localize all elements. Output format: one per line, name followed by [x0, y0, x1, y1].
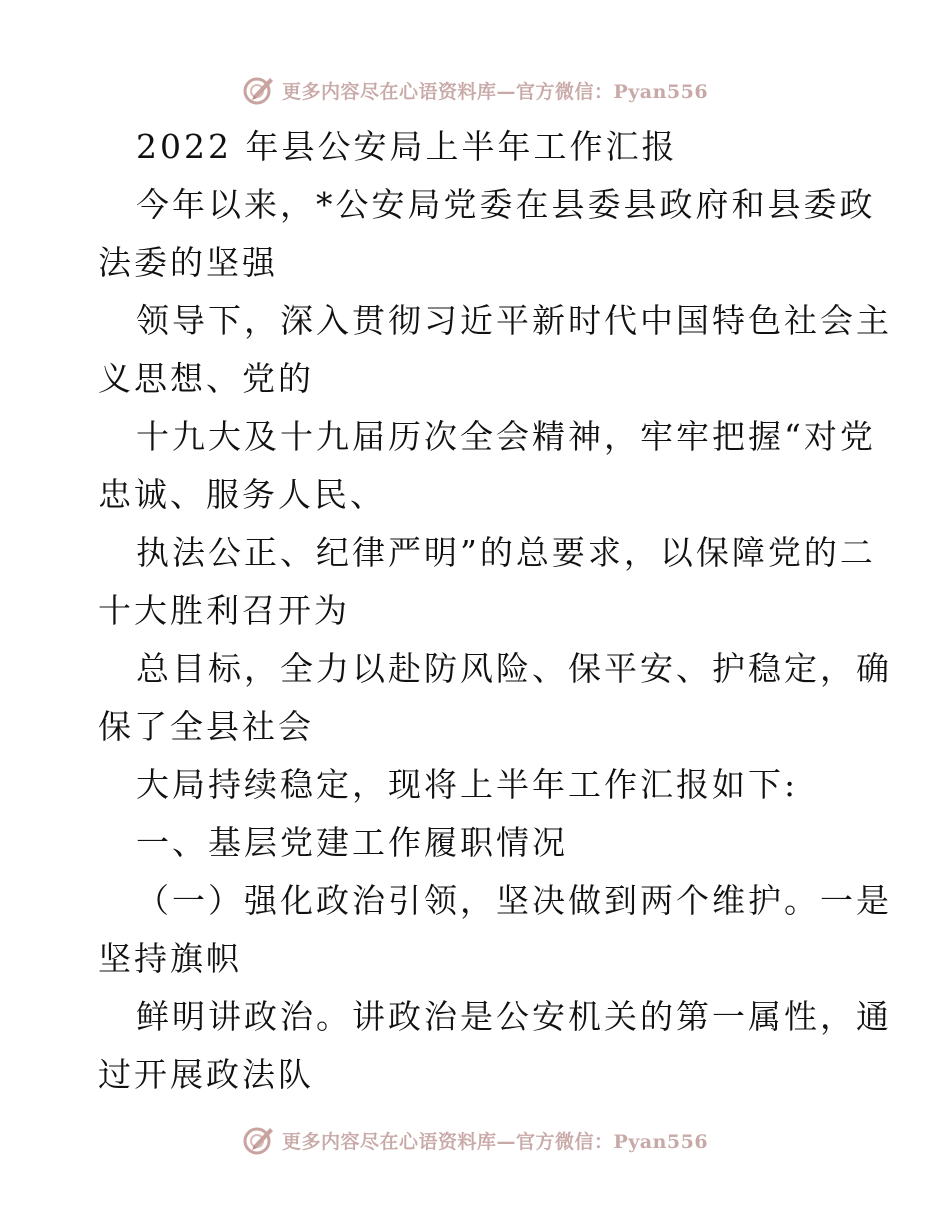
pen-logo-icon — [242, 73, 276, 107]
text-line: （一）强化政治引领，坚决做到两个维护。一是 — [136, 881, 892, 920]
text-line: 大局持续稳定，现将上半年工作汇报如下: — [136, 765, 799, 804]
pen-logo-icon — [242, 1123, 276, 1157]
text-line: 今年以来，*公安局党委在县委县政府和县委政 — [136, 185, 876, 224]
text-line: 十九大及十九届历次全会精神，牢牢把握“对党 — [136, 417, 876, 456]
header-watermark — [0, 70, 950, 110]
text-line: 领导下，深入贯彻习近平新时代中国特色社会主 — [136, 301, 892, 340]
watermark-text: 更多内容尽在心语资料库—官方微信：Pyan556 — [281, 1130, 709, 1153]
text-line: 义思想、党的 — [98, 359, 314, 398]
text-line: 法委的坚强 — [98, 243, 278, 282]
text-line: 总目标，全力以赴防风险、保平安、护稳定，确 — [136, 649, 892, 688]
text-line: 坚持旗帜 — [98, 939, 242, 978]
text-line: 保了全县社会 — [98, 707, 314, 746]
text-line: 执法公正、纪律严明”的总要求，以保障党的二 — [136, 533, 876, 572]
document-title: 2022 年县公安局上半年工作汇报 — [136, 127, 678, 166]
text-line: 鲜明讲政治。讲政治是公安机关的第一属性，通 — [136, 997, 892, 1036]
text-line: 过开展政法队 — [98, 1055, 314, 1094]
footer-watermark — [0, 1120, 950, 1160]
document-body — [98, 118, 892, 1104]
watermark-text: 更多内容尽在心语资料库—官方微信：Pyan556 — [281, 80, 709, 103]
text-line: 一、基层党建工作履职情况 — [136, 823, 568, 862]
text-line: 忠诚、服务人民、 — [98, 475, 386, 514]
text-line: 十大胜利召开为 — [98, 591, 350, 630]
